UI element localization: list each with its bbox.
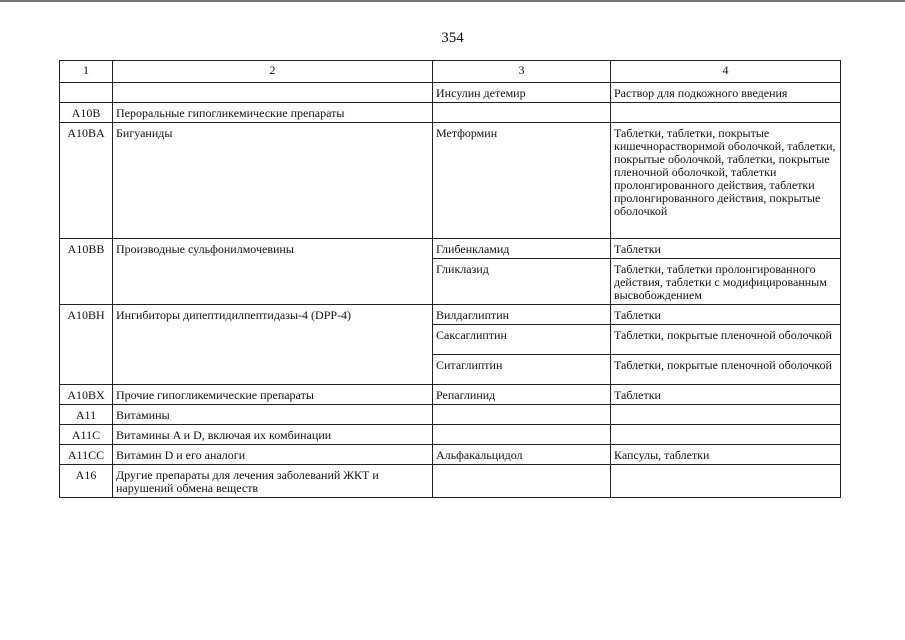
drug-cell: Ситаглиптин	[433, 355, 611, 385]
drug-cell: Инсулин детемир	[433, 83, 611, 103]
table-row	[60, 425, 841, 445]
code-cell	[60, 83, 113, 103]
code-cell: A10B	[60, 103, 113, 123]
group-cell: Витамины A и D, включая их комбинации	[113, 425, 433, 445]
group-cell	[113, 83, 433, 103]
drug-cell: Глибенкламид	[433, 239, 611, 259]
drug-cell: Метформин	[433, 123, 611, 239]
form-cell	[611, 465, 841, 498]
drug-cell: Альфакальцидол	[433, 445, 611, 465]
form-cell	[611, 425, 841, 445]
code-cell: A11	[60, 405, 113, 425]
form-cell: Таблетки, покрытые пленочной оболочкой	[611, 355, 841, 385]
drug-cell: Гликлазид	[433, 259, 611, 305]
form-cell: Таблетки	[611, 305, 841, 325]
group-cell: Витамины	[113, 405, 433, 425]
form-cell: Таблетки	[611, 239, 841, 259]
code-cell: A11C	[60, 425, 113, 445]
form-cell: Таблетки, таблетки пролонгированного действия, таблетки с модифицированным высвобождением	[611, 259, 841, 305]
table-row	[60, 239, 841, 259]
form-cell: Раствор для подкожного введения	[611, 83, 841, 103]
code-cell: A10BH	[60, 305, 113, 385]
table-row	[60, 385, 841, 405]
column-number-cell: 1	[60, 61, 113, 83]
column-number-row	[60, 61, 841, 83]
form-cell: Таблетки	[611, 385, 841, 405]
group-cell: Пероральные гипогликемические препараты	[113, 103, 433, 123]
form-cell	[611, 103, 841, 123]
drug-cell	[433, 425, 611, 445]
column-number-cell: 3	[433, 61, 611, 83]
group-cell: Ингибиторы дипептидилпептидазы-4 (DPP-4)	[113, 305, 433, 385]
drug-cell	[433, 465, 611, 498]
code-cell: A10BX	[60, 385, 113, 405]
code-cell: A11CC	[60, 445, 113, 465]
table-row	[60, 305, 841, 325]
table-row	[60, 465, 841, 498]
drug-cell: Вилдаглиптин	[433, 305, 611, 325]
table-row	[60, 103, 841, 123]
column-number-cell: 4	[611, 61, 841, 83]
table-row	[60, 123, 841, 239]
column-number-cell: 2	[113, 61, 433, 83]
form-cell: Таблетки, покрытые пленочной оболочкой	[611, 325, 841, 355]
drug-table	[59, 60, 841, 498]
form-cell	[611, 405, 841, 425]
drug-cell: Саксаглиптин	[433, 325, 611, 355]
drug-cell: Репаглинид	[433, 385, 611, 405]
group-cell: Бигуаниды	[113, 123, 433, 239]
form-cell: Таблетки, таблетки, покрытые кишечнорастворимой оболочкой, таблетки, покрытые оболочкой, таблетки, покрытые пленочной оболочкой, таблетки пролонгированного действия, таблетки пролонгированного действия, покрытые оболочкой	[611, 123, 841, 239]
group-cell: Прочие гипогликемические препараты	[113, 385, 433, 405]
group-cell: Производные сульфонилмочевины	[113, 239, 433, 305]
code-cell: A16	[60, 465, 113, 498]
drug-cell	[433, 103, 611, 123]
table-row	[60, 405, 841, 425]
form-cell: Капсулы, таблетки	[611, 445, 841, 465]
table-row	[60, 445, 841, 465]
top-rule	[0, 0, 905, 2]
group-cell: Другие препараты для лечения заболеваний ЖКТ и нарушений обмена веществ	[113, 465, 433, 498]
drug-cell	[433, 405, 611, 425]
code-cell: A10BB	[60, 239, 113, 305]
table-row	[60, 83, 841, 103]
page-number: 354	[441, 30, 464, 46]
code-cell: A10BA	[60, 123, 113, 239]
group-cell: Витамин D и его аналоги	[113, 445, 433, 465]
